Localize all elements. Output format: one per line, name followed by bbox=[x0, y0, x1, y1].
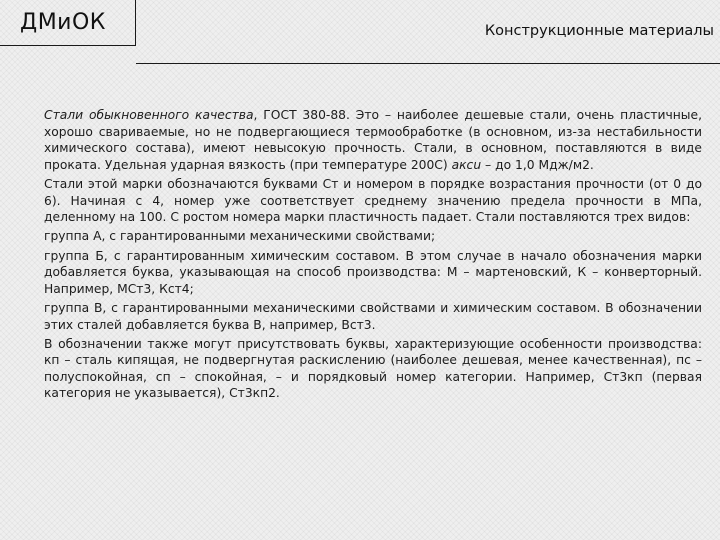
term-ordinary-quality-steels: Стали обыкновенного качества bbox=[44, 108, 254, 122]
paragraph-marking: Стали этой марки обозначаются буквами Ст и номером в порядке возрастания прочности (от 0 до 6). Начиная с 4, номер уже соответствует среднему значению предела прочности в МПа, деленному на 100. С ростом номера марки пластичность падает. Стали поставляются трех видов: bbox=[44, 176, 702, 225]
header-right-box bbox=[136, 0, 720, 64]
paragraph-deoxidation: В обозначении также могут присутствовать буквы, характеризующие особенности производства: кп – сталь кипящая, не подвергнутая раскислению (наиболее дешевая, менее качественная), пс – полуспокойная, сп – спокойная, – и порядковый номер категории. Например, Ст3кп (первая категория не указывается), Ст3кп2. bbox=[44, 336, 702, 401]
course-title: ДМиОК bbox=[20, 10, 106, 35]
header-left-box bbox=[0, 0, 136, 46]
slide-topic-title: Конструкционные материалы bbox=[484, 23, 714, 39]
paragraph-group-a: группа А, с гарантированными механическими свойствами; bbox=[44, 229, 436, 244]
paragraph-intro bbox=[44, 107, 702, 173]
intro-text: , ГОСТ 380-88. Это – наиболее дешевые стали, очень пластичные, хорошо свариваемые, но не подвергающиеся термообработке (в основном, из-за нестабильности химического состава), имеют невысокую прочность. Стали, в основном, поставляются в виде проката. Удельная ударная вязкость (при температуре 200С) bbox=[44, 108, 702, 172]
intro-text-end: – до 1,0 Мдж/м2. bbox=[481, 157, 594, 172]
paragraph-group-b: группа Б, с гарантированным химическим составом. В этом случае в начало обозначения марки добавляется буква, указывающая на способ производства: М – мартеновский, К – конверторный. Например, МСт3, Кст4; bbox=[44, 248, 702, 296]
paragraph-group-v: группа В, с гарантированными механическими свойствами и химическим составом. В обозначении этих сталей добавляется буква В, например, Вст3. bbox=[44, 300, 702, 332]
slide-body bbox=[44, 107, 702, 405]
impact-toughness-symbol: аксu bbox=[451, 157, 482, 172]
